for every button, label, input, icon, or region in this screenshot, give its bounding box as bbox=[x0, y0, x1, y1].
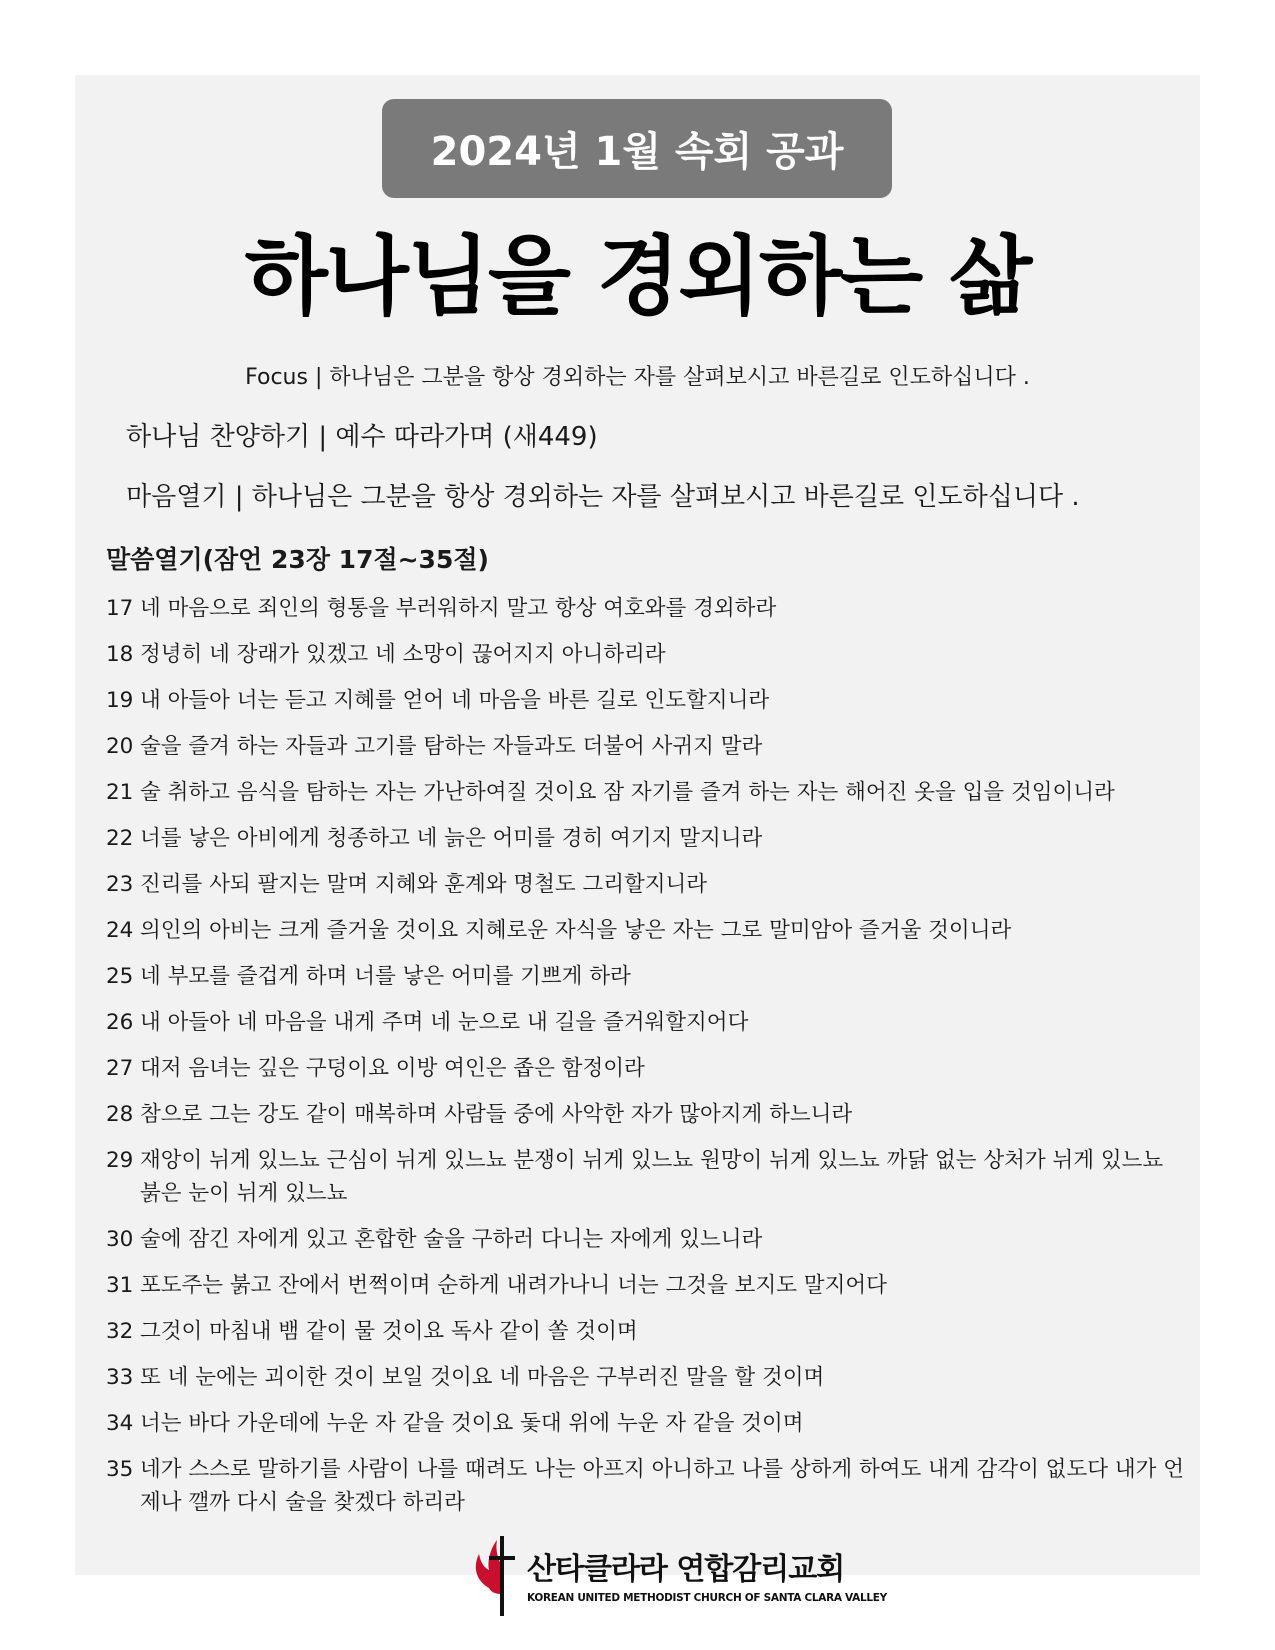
verse-item bbox=[106, 730, 1186, 763]
verse-item bbox=[106, 1144, 1186, 1210]
verse-item bbox=[106, 822, 1186, 855]
verse-number: 19 bbox=[106, 688, 134, 713]
verse-text: 참으로 그는 강도 같이 매복하며 사람들 중에 사악한 자가 많아지게 하느니라 bbox=[140, 1102, 853, 1127]
verse-item bbox=[106, 592, 1186, 625]
verse-text: 내 아들아 너는 듣고 지혜를 얻어 네 마음을 바른 길로 인도할지니라 bbox=[140, 688, 770, 713]
verse-number: 31 bbox=[106, 1273, 134, 1298]
verse-item bbox=[106, 1453, 1186, 1519]
verse-text: 너를 낳은 아비에게 청종하고 네 늙은 어미를 경히 여기지 말지니라 bbox=[140, 826, 763, 851]
verse-item bbox=[106, 1006, 1186, 1039]
verse-item bbox=[106, 1052, 1186, 1085]
verse-number: 32 bbox=[106, 1319, 134, 1344]
verse-number: 24 bbox=[106, 918, 134, 943]
verse-number: 35 bbox=[106, 1457, 134, 1482]
verse-text: 그것이 마침내 뱀 같이 물 것이요 독사 같이 쏠 것이며 bbox=[140, 1319, 638, 1344]
verse-number: 17 bbox=[106, 596, 134, 621]
verse-item bbox=[106, 1361, 1186, 1394]
verse-number: 20 bbox=[106, 734, 134, 759]
verse-number: 27 bbox=[106, 1056, 134, 1081]
cross-and-flame-icon bbox=[467, 1530, 523, 1620]
verse-text: 술을 즐겨 하는 자들과 고기를 탐하는 자들과도 더불어 사귀지 말라 bbox=[140, 734, 763, 759]
verse-number: 21 bbox=[106, 780, 134, 805]
verse-text: 의인의 아비는 크게 즐거울 것이요 지혜로운 자식을 낳은 자는 그로 말미암아 즐거울 것이니라 bbox=[140, 918, 1012, 943]
date-badge bbox=[382, 99, 892, 198]
verse-text: 진리를 사되 팔지는 말며 지혜와 훈계와 명철도 그리할지니라 bbox=[140, 872, 708, 897]
verse-item bbox=[106, 776, 1186, 809]
verse-number: 33 bbox=[106, 1365, 134, 1390]
verse-text: 또 네 눈에는 괴이한 것이 보일 것이요 네 마음은 구부러진 말을 할 것이며 bbox=[140, 1365, 825, 1390]
verse-text: 네가 스스로 말하기를 사람이 나를 때려도 나는 아프지 아니하고 나를 상하게 하여도 내게 감각이 없도다 내가 언제나 깰까 다시 술을 찾겠다 하리라 bbox=[140, 1457, 1184, 1515]
verse-number: 25 bbox=[106, 964, 134, 989]
scripture-heading: 말씀열기(잠언 23장 17절~35절) bbox=[106, 545, 489, 574]
verse-number: 26 bbox=[106, 1010, 134, 1035]
verse-item bbox=[106, 1223, 1186, 1256]
verse-item bbox=[106, 1269, 1186, 1302]
verse-item bbox=[106, 1315, 1186, 1348]
church-name-english: KOREAN UNITED METHODIST CHURCH OF SANTA CLARA VALLEY bbox=[527, 1592, 887, 1604]
verse-item bbox=[106, 960, 1186, 993]
church-name-korean: 산타클라라 연합감리교회 bbox=[527, 1552, 845, 1587]
verse-number: 28 bbox=[106, 1102, 134, 1127]
verse-number: 22 bbox=[106, 826, 134, 851]
verse-item bbox=[106, 1407, 1186, 1440]
praise-line: 하나님 찬양하기 | 예수 따라가며 (새449) bbox=[126, 422, 598, 452]
verse-text: 내 아들아 네 마음을 내게 주며 네 눈으로 내 길을 즐거워할지어다 bbox=[140, 1010, 749, 1035]
verse-number: 29 bbox=[106, 1148, 134, 1173]
verse-number: 30 bbox=[106, 1227, 134, 1252]
date-badge-label: 2024년 1월 속회 공과 bbox=[430, 129, 844, 175]
church-logo bbox=[467, 1530, 887, 1620]
verse-item bbox=[106, 638, 1186, 671]
verse-item bbox=[106, 868, 1186, 901]
verse-list bbox=[106, 592, 1186, 1532]
verse-item bbox=[106, 914, 1186, 947]
verse-text: 포도주는 붉고 잔에서 번쩍이며 순하게 내려가나니 너는 그것을 보지도 말지어다 bbox=[140, 1273, 887, 1298]
opening-line: 마음열기 | 하나님은 그분을 항상 경외하는 자를 살펴보시고 바른길로 인도하십니다 . bbox=[126, 482, 1080, 512]
verse-number: 34 bbox=[106, 1411, 134, 1436]
verse-text: 재앙이 뉘게 있느뇨 근심이 뉘게 있느뇨 분쟁이 뉘게 있느뇨 원망이 뉘게 있느뇨 까닭 없는 상처가 뉘게 있느뇨 붉은 눈이 뉘게 있느뇨 bbox=[140, 1148, 1164, 1206]
verse-item bbox=[106, 1098, 1186, 1131]
verse-number: 23 bbox=[106, 872, 134, 897]
verse-text: 대저 음녀는 깊은 구덩이요 이방 여인은 좁은 함정이라 bbox=[140, 1056, 645, 1081]
verse-text: 정녕히 네 장래가 있겠고 네 소망이 끊어지지 아니하리라 bbox=[140, 642, 666, 667]
verse-number: 18 bbox=[106, 642, 134, 667]
verse-item bbox=[106, 684, 1186, 717]
verse-text: 네 부모를 즐겁게 하며 너를 낳은 어미를 기쁘게 하라 bbox=[140, 964, 631, 989]
verse-text: 술에 잠긴 자에게 있고 혼합한 술을 구하러 다니는 자에게 있느니라 bbox=[140, 1227, 763, 1252]
focus-line: Focus | 하나님은 그분을 항상 경외하는 자를 살펴보시고 바른길로 인도하십니다 . bbox=[245, 365, 1030, 390]
verse-text: 너는 바다 가운데에 누운 자 같을 것이요 돛대 위에 누운 자 같을 것이며 bbox=[140, 1411, 804, 1436]
page-title: 하나님을 경외하는 삶 bbox=[244, 227, 1031, 327]
verse-text: 술 취하고 음식을 탐하는 자는 가난하여질 것이요 잠 자기를 즐겨 하는 자는 해어진 옷을 입을 것임이니라 bbox=[140, 780, 1115, 805]
verse-text: 네 마음으로 죄인의 형통을 부러워하지 말고 항상 여호와를 경외하라 bbox=[140, 596, 777, 621]
